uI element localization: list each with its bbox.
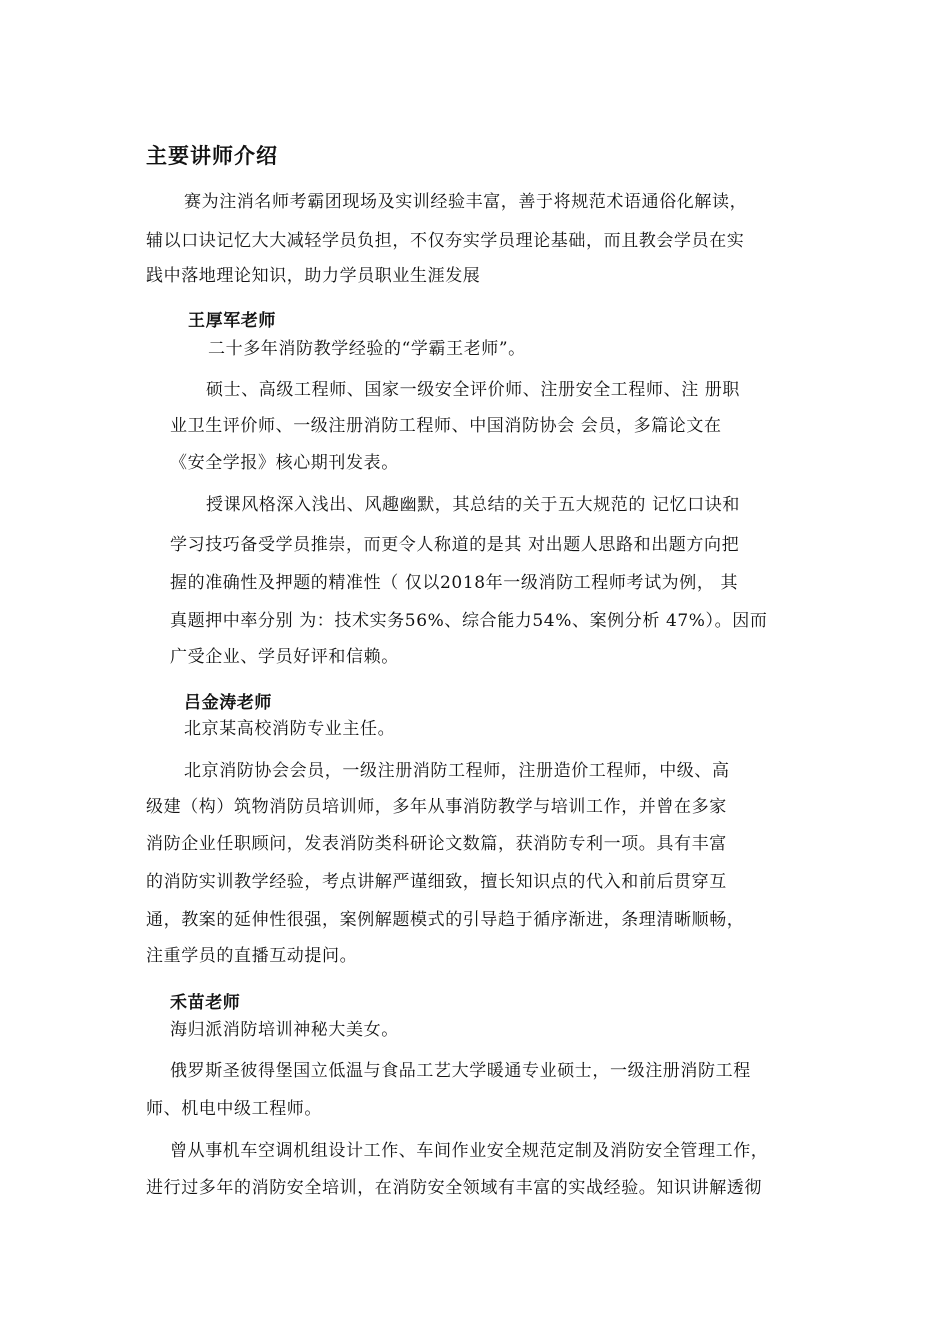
- experience-line: 曾从事机车空调机组设计工作、车间作业安全规范定制及消防安全管理工作，: [170, 1141, 769, 1161]
- teacher-name: 王厚军老师: [188, 311, 276, 331]
- bio-line: 级建（构）筑物消防员培训师，多年从事消防教学与培训工作，并曾在多家: [146, 797, 727, 817]
- section-title: 主要讲师介绍: [146, 144, 278, 168]
- qualification-line: 俄罗斯圣彼得堡国立低温与食品工艺大学暖通专业硕士，一级注册消防工程: [170, 1061, 751, 1081]
- qualification-line: 硕士、高级工程师、国家一级安全评价师、注册安全工程师、注 册职: [206, 380, 741, 400]
- style-line: 授课风格深入浅出、风趣幽默，其总结的关于五大规范的 记忆口诀和: [206, 495, 741, 515]
- intro-line: 辅以口诀记忆大大减轻学员负担，不仅夯实学员理论基础，而且教会学员在实: [146, 231, 745, 251]
- qualification-line: 业卫生评价师、一级注册消防工程师、中国消防协会 会员，多篇论文在: [170, 416, 722, 436]
- teacher-name: 禾苗老师: [170, 993, 241, 1013]
- qualification-line: 《安全学报》核心期刊发表。: [170, 453, 399, 473]
- bio-line: 通，教案的延伸性很强，案例解题模式的引导趋于循序渐进，条理清晰顺畅，: [146, 910, 745, 930]
- intro-line: 赛为注消名师考霸团现场及实训经验丰富，善于将规范术语通俗化解读，: [184, 192, 748, 212]
- style-line: 真题押中率分别 为：技术实务56%、综合能力54%、案例分析 47%）。因而: [170, 611, 768, 631]
- experience-line: 进行过多年的消防安全培训，在消防安全领域有丰富的实战经验。知识讲解透彻: [146, 1178, 762, 1198]
- teacher-tagline: 北京某高校消防专业主任。: [184, 719, 396, 739]
- style-line: 握的准确性及押题的精准性（ 仅以2018年一级消防工程师考试为例， 其: [170, 573, 739, 593]
- style-line: 广受企业、学员好评和信赖。: [170, 647, 399, 667]
- bio-line: 的消防实训教学经验，考点讲解严谨细致，擅长知识点的代入和前后贯穿互: [146, 872, 727, 892]
- teacher-tagline: 二十多年消防教学经验的“学霸王老师”。: [208, 339, 526, 359]
- bio-line: 消防企业任职顾问，发表消防类科研论文数篇，获消防专利一项。具有丰富: [146, 834, 727, 854]
- bio-line: 注重学员的直播互动提问。: [146, 946, 358, 966]
- intro-line: 践中落地理论知识，助力学员职业生涯发展: [146, 266, 481, 286]
- teacher-tagline: 海归派消防培训神秘大美女。: [170, 1020, 399, 1040]
- qualification-line: 师、机电中级工程师。: [146, 1099, 322, 1119]
- style-line: 学习技巧备受学员推崇，而更令人称道的是其 对出题人思路和出题方向把: [170, 535, 740, 555]
- teacher-name: 吕金涛老师: [184, 693, 272, 713]
- bio-line: 北京消防协会会员，一级注册消防工程师，注册造价工程师，中级、高: [184, 761, 730, 781]
